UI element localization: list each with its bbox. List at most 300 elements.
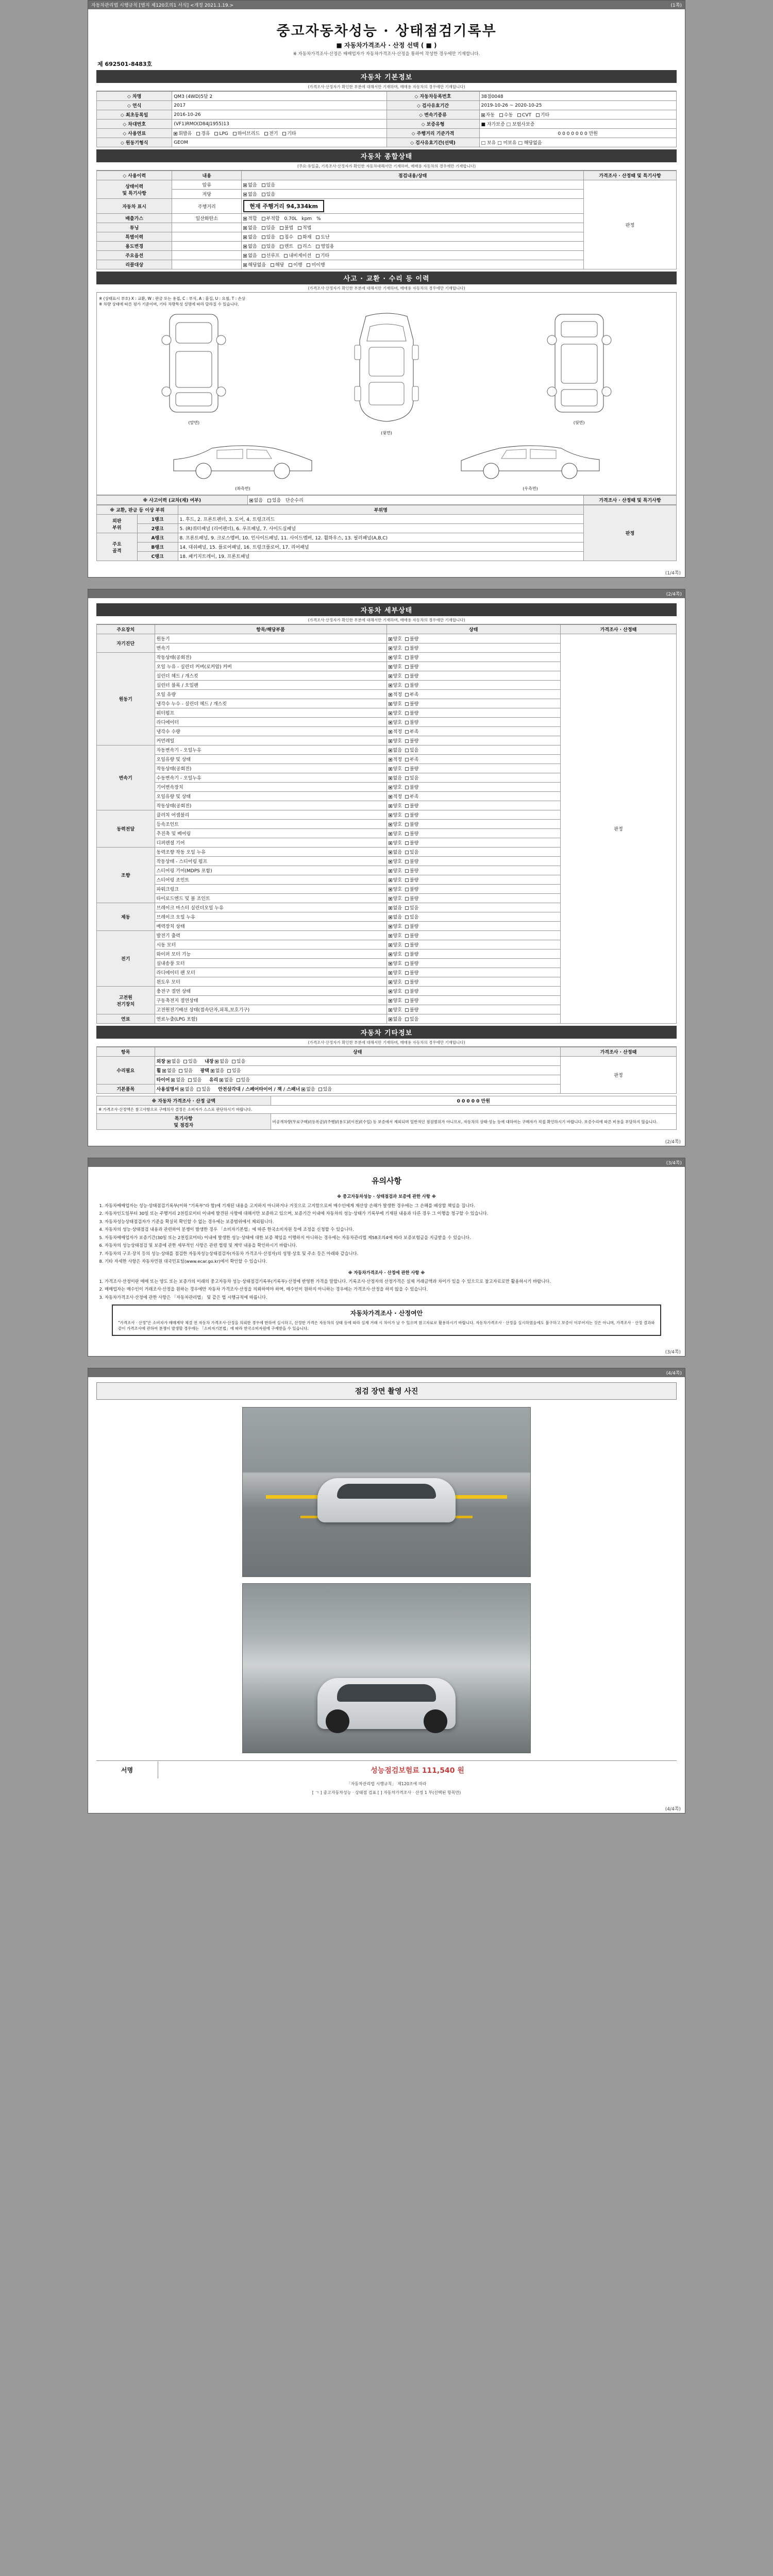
footer-line-1: 「자동차관리법 시행규칙」 제120조에 따라 <box>346 1781 427 1786</box>
rear-view-icon <box>541 309 618 417</box>
detail-item-2-4: 기어변속장치 <box>155 783 386 792</box>
detail-opt-1-0-1[interactable]: 불량 <box>405 654 418 660</box>
detail-opt-6-1-1[interactable]: 불량 <box>405 941 418 948</box>
detail-status-2-5 <box>386 792 561 801</box>
overall-0-opt-0[interactable]: 없음 <box>243 181 257 188</box>
detail-status-3-1 <box>386 820 561 829</box>
detail-opt-8-0-0[interactable]: 없음 <box>389 1015 402 1022</box>
section-accident-note: (가격조사·산정자가 확인한 부분에 대해서만 기재하며, 매매용 자동차의 경우에만 기재합니다) <box>96 284 677 293</box>
overall-5-opt-3[interactable]: 화재 <box>298 233 311 240</box>
basic-label-option-hold: ◇ 검사유효기간(선택) <box>386 138 479 147</box>
overall-1-opt-1[interactable]: 있음 <box>262 191 275 197</box>
basic-label-warranty: ◇ 보증유형 <box>386 120 479 129</box>
fuel-option-electric[interactable]: 전기 <box>264 130 278 137</box>
detail-opt-4-5-1[interactable]: 불량 <box>405 895 418 902</box>
fuel-option-hybrid[interactable]: 하이브리드 <box>233 130 260 137</box>
detail-opt-2-1-1[interactable]: 부족 <box>405 756 418 762</box>
table-row <box>97 110 677 120</box>
detail-item-3-0: 클러치 어셈블리 <box>155 810 386 820</box>
overall-6-opt-0[interactable]: 없음 <box>243 243 257 249</box>
overall-col-status: 점검내용/상태 <box>242 171 584 180</box>
table-row <box>97 120 677 129</box>
overall-remark-cell: 판정 <box>584 180 677 269</box>
basic-value-transmission <box>479 110 677 120</box>
detail-opt-2-5-1[interactable]: 부족 <box>405 793 418 800</box>
overall-1-opt-0[interactable]: 없음 <box>243 191 257 197</box>
detail-status-7-2 <box>386 1005 561 1014</box>
detail-opt-3-1-1[interactable]: 불량 <box>405 821 418 827</box>
detail-status-7-0 <box>386 987 561 996</box>
top-view-caption: (윗면) <box>381 431 392 435</box>
accident-legend-2: ※ 차량 상태에 따른 평가 기준이며, 기타 차량특성 설명에 따라 달라질 수 있습니다. <box>99 302 239 307</box>
detail-item-2-5: 오일유량 및 상태 <box>155 792 386 801</box>
table-row <box>97 92 677 101</box>
detail-opt-4-4-1[interactable]: 불량 <box>405 886 418 892</box>
car-diagram-front[interactable] <box>155 309 232 426</box>
lift-photo-1[interactable] <box>242 1407 531 1577</box>
detail-opt-2-3-0[interactable]: 없음 <box>389 774 402 781</box>
section-detail-title: 자동차 세부상태 <box>96 603 677 616</box>
basic-value-mileage-std: 0 0 0 0 0 0 0 만원 <box>479 129 677 138</box>
fuel-option-etc[interactable]: 기타 <box>282 130 296 137</box>
detail-opt-4-0-0[interactable]: 없음 <box>389 849 402 855</box>
overall-4-opt-2[interactable]: 불법 <box>280 224 293 231</box>
photo-list <box>96 1400 677 1760</box>
overall-5-opt-0[interactable]: 없음 <box>243 233 257 240</box>
detail-opt-6-5-1[interactable]: 불량 <box>405 978 418 985</box>
others-opt-a-1-0[interactable]: 없음 <box>162 1067 176 1074</box>
overall-6-opt-1[interactable]: 있음 <box>262 243 275 249</box>
crash-note: 단순수리 <box>285 498 304 503</box>
detail-opt-6-4-1[interactable]: 불량 <box>405 969 418 976</box>
fuel-option-gasoline[interactable]: 휘발유 <box>174 130 192 137</box>
detail-opt-1-4-0[interactable]: 적정 <box>389 691 402 698</box>
parts-remark: 판정 <box>584 505 677 561</box>
detail-item-1-5: 냉각수 누수 - 실린더 헤드 / 개스킷 <box>155 699 386 708</box>
overall-7-opt-3[interactable]: 기타 <box>316 252 329 259</box>
overall-row-sub-7 <box>172 251 242 260</box>
overall-row-opts-4 <box>242 223 584 232</box>
detail-item-2-6: 작동상태(공회전) <box>155 801 386 810</box>
overall-0-opt-1[interactable]: 있음 <box>262 181 275 188</box>
table-row <box>97 180 677 190</box>
detail-remark: 판정 <box>561 634 677 1024</box>
crash-option-yes[interactable]: 있음 <box>267 497 281 503</box>
overall-5-opt-1[interactable]: 있음 <box>262 233 275 240</box>
section-basic-note: (가격조사·산정자가 확인한 부분에 대해서만 기재하며, 매매용 자동차의 경우에만 기재합니다) <box>96 83 677 91</box>
overall-row-label-3: 배출가스 <box>97 214 172 223</box>
overall-row-opts-7 <box>242 251 584 260</box>
detail-item-4-0: 동력조향 작동 오일 누유 <box>155 848 386 857</box>
detail-opt-1-5-1[interactable]: 불량 <box>405 700 418 707</box>
caution-title: 유의사항 <box>372 1176 401 1185</box>
others-opt-a-3-0[interactable]: 없음 <box>180 1086 194 1092</box>
parts-title: ※ 교환, 판금 등 이상 부위 <box>97 505 178 515</box>
others-opt-b-2-0[interactable]: 없음 <box>220 1076 233 1083</box>
page-2-footer: (2/4쪽) <box>665 1140 681 1145</box>
detail-opt-2-1-0[interactable]: 적정 <box>389 756 402 762</box>
detail-opt-6-3-0[interactable]: 양호 <box>389 960 402 967</box>
detail-status-0-1 <box>386 643 561 653</box>
basic-info-table <box>96 91 677 147</box>
left-view-icon <box>165 439 320 483</box>
overall-6-opt-2[interactable]: 렌트 <box>280 243 293 249</box>
others-status-2: 타이어 없음 있음 유리 없음 있음 <box>155 1075 561 1084</box>
detail-opt-3-3-1[interactable]: 불량 <box>405 839 418 846</box>
detail-opt-2-6-0[interactable]: 양호 <box>389 802 402 809</box>
detail-item-1-6: 워터펌프 <box>155 708 386 718</box>
caution-subtitle-2: ※ 자동차가격조사 · 산정에 관한 사항 ※ <box>348 1270 425 1276</box>
overall-5-opt-4[interactable]: 도난 <box>316 233 329 240</box>
detail-item-4-4: 파워크링크 <box>155 885 386 894</box>
caution-item-2: 3. 자동차성능상태점검자가 기준을 확실히 확인할 수 없는 경우에는 보증범위에서 제외됩니다. <box>105 1218 677 1225</box>
detail-item-1-1: 오일 누유 - 실린더 커버(로커암) 커버 <box>155 662 386 671</box>
others-opt-a-1-1[interactable]: 있음 <box>179 1067 192 1074</box>
detail-group-4: 조향 <box>97 848 155 903</box>
detail-opt-2-2-1[interactable]: 불량 <box>405 765 418 772</box>
detail-opt-4-3-0[interactable]: 양호 <box>389 876 402 883</box>
overall-6-opt-4[interactable]: 영업용 <box>316 243 334 249</box>
transmission-option-auto[interactable]: 자동 <box>481 111 495 118</box>
overall-6-opt-3[interactable]: 리스 <box>298 243 311 249</box>
others-opt-a-0-0[interactable]: 없음 <box>167 1058 180 1064</box>
overall-8-opt-0[interactable]: 해당없음 <box>243 261 266 268</box>
detail-group-1: 원동기 <box>97 653 155 745</box>
detail-opt-1-6-0[interactable]: 양호 <box>389 709 402 716</box>
overall-5-opt-2[interactable]: 침수 <box>280 233 293 240</box>
detail-status-4-4 <box>386 885 561 894</box>
fuel-option-lpg[interactable]: LPG <box>214 131 228 137</box>
detail-opt-6-0-0[interactable]: 양호 <box>389 932 402 939</box>
transmission-option-manual[interactable]: 수동 <box>499 111 513 118</box>
detail-status-2-1 <box>386 755 561 764</box>
detail-item-2-3: 수동변속기 - 오일누유 <box>155 773 386 783</box>
detail-opt-0-1-0[interactable]: 양호 <box>389 645 402 651</box>
price-value: 0 0 0 0 0 만원 <box>271 1096 677 1106</box>
overall-row-label-6: 용도변경 <box>97 242 172 251</box>
crash-history-label: ※ 사고이력 (교차(재) 여부) <box>97 496 248 505</box>
detail-opt-8-0-1[interactable]: 있음 <box>405 1015 418 1022</box>
detail-opt-2-4-1[interactable]: 불량 <box>405 784 418 790</box>
detail-col-remark: 가격조사 · 산정때 <box>561 625 677 634</box>
overall-row-label-8: 리콜대상 <box>97 260 172 269</box>
basic-value-year: 2017 <box>172 101 386 110</box>
detail-opt-4-2-1[interactable]: 불량 <box>405 867 418 874</box>
detail-status-6-3 <box>386 959 561 968</box>
detail-item-2-0: 자동변속기 - 오일누유 <box>155 745 386 755</box>
detail-opt-4-4-0[interactable]: 양호 <box>389 886 402 892</box>
detail-status-4-3 <box>386 875 561 885</box>
detail-status-1-7 <box>386 718 561 727</box>
detail-opt-6-2-0[interactable]: 양호 <box>389 951 402 957</box>
basic-label-carname: ◇ 차명 <box>97 92 172 101</box>
page-4-topbar <box>88 1368 685 1377</box>
others-opt-a-2-0[interactable]: 없음 <box>171 1076 184 1083</box>
detail-status-2-3 <box>386 773 561 783</box>
others-opt-b-3-1[interactable]: 있음 <box>318 1086 332 1092</box>
section-overall-note: (주요·유일출, 기록조사·산정자가 확인한 자동차대해서만 기재하며, 매매용 자동차의 경우에만 기재합니다) <box>96 162 677 171</box>
detail-opt-2-3-1[interactable]: 있음 <box>405 774 418 781</box>
others-status-0: 외장 없음 있음 내장 없음 있음 <box>155 1057 561 1066</box>
right-view-caption: (우측면) <box>523 486 538 491</box>
detail-item-6-3: 실내송풍 모터 <box>155 959 386 968</box>
photo-section-title: 점검 장면 촬영 사진 <box>96 1382 677 1400</box>
detail-opt-4-3-1[interactable]: 불량 <box>405 876 418 883</box>
detail-opt-5-2-1[interactable]: 불량 <box>405 923 418 929</box>
detail-item-1-8: 냉각수 수량 <box>155 727 386 736</box>
price-survey-box-title: 자동차가격조사 · 산정여안 <box>350 1310 423 1317</box>
table-row <box>97 1114 677 1130</box>
others-opt-a-3-1[interactable]: 있음 <box>197 1086 210 1092</box>
overall-row-sub-2: 주행거리 <box>172 199 242 214</box>
overall-4-opt-1[interactable]: 있음 <box>262 224 275 231</box>
detail-opt-7-1-1[interactable]: 불량 <box>405 997 418 1004</box>
page-3-top-right: (3/4쪽) <box>666 1161 682 1166</box>
detail-opt-6-2-1[interactable]: 불량 <box>405 951 418 957</box>
detail-opt-1-3-0[interactable]: 양호 <box>389 682 402 688</box>
parts-level-2: A랭크 <box>137 533 178 543</box>
detail-opt-5-0-1[interactable]: 있음 <box>405 904 418 911</box>
overall-4-opt-3[interactable]: 적법 <box>298 224 311 231</box>
car-diagram-top[interactable] <box>345 309 428 436</box>
overall-7-opt-0[interactable]: 없음 <box>243 252 257 259</box>
detail-opt-2-6-1[interactable]: 불량 <box>405 802 418 809</box>
detail-opt-6-0-1[interactable]: 불량 <box>405 932 418 939</box>
detail-status-6-0 <box>386 931 561 940</box>
detail-item-2-1: 오일유량 및 상태 <box>155 755 386 764</box>
detail-status-3-0 <box>386 810 561 820</box>
detail-opt-1-4-1[interactable]: 부족 <box>405 691 418 698</box>
detail-status-8-0 <box>386 1014 561 1024</box>
detail-opt-7-0-1[interactable]: 불량 <box>405 988 418 994</box>
detail-opt-1-2-0[interactable]: 양호 <box>389 672 402 679</box>
section-others-title: 자동차 기타정보 <box>96 1026 677 1039</box>
detail-opt-1-1-0[interactable]: 양호 <box>389 663 402 670</box>
others-opt-a-0-1[interactable]: 있음 <box>183 1058 197 1064</box>
others-opt-b-0-1[interactable]: 있음 <box>232 1058 245 1064</box>
detail-item-6-1: 시동 모터 <box>155 940 386 950</box>
basic-label-transmission: ◇ 변속기종류 <box>386 110 479 120</box>
detail-opt-7-0-0[interactable]: 양호 <box>389 988 402 994</box>
detail-opt-6-1-0[interactable]: 양호 <box>389 941 402 948</box>
others-opt-b-1-0[interactable]: 없음 <box>211 1067 224 1074</box>
page-1-topbar <box>88 1 685 9</box>
detail-opt-3-3-0[interactable]: 양호 <box>389 839 402 846</box>
detail-opt-0-1-1[interactable]: 불량 <box>405 645 418 651</box>
table-row <box>97 1096 677 1106</box>
car-diagram-left[interactable] <box>165 439 320 492</box>
others-opt-b-2-1[interactable]: 있음 <box>237 1076 250 1083</box>
detail-item-1-9: 커먼레일 <box>155 736 386 745</box>
detail-item-1-4: 오일 유량 <box>155 690 386 699</box>
others-remark: 판정 <box>561 1057 677 1094</box>
detail-opt-0-0-0[interactable]: 양호 <box>389 635 402 642</box>
basic-label-firstreg: ◇ 최초등록일 <box>97 110 172 120</box>
overall-row-sub-1: 저당 <box>172 190 242 199</box>
section-basic-title: 자동차 기본정보 <box>96 70 677 83</box>
detail-col-status: 상태 <box>386 625 561 634</box>
detail-opt-5-2-0[interactable]: 양호 <box>389 923 402 929</box>
others-col-status: 상태 <box>155 1047 561 1057</box>
detail-group-0: 자기진단 <box>97 634 155 653</box>
detail-opt-3-0-1[interactable]: 불량 <box>405 811 418 818</box>
car-diagram-right[interactable] <box>453 439 608 492</box>
detail-opt-1-9-0[interactable]: 양호 <box>389 737 402 744</box>
detail-opt-1-7-1[interactable]: 불량 <box>405 719 418 725</box>
others-opt-b-0-0[interactable]: 없음 <box>215 1058 228 1064</box>
detail-opt-6-4-0[interactable]: 양호 <box>389 969 402 976</box>
accident-summary-table <box>96 495 677 505</box>
detail-opt-3-2-0[interactable]: 양호 <box>389 830 402 837</box>
parts-level-4: C랭크 <box>137 552 178 561</box>
others-status-3: 사용설명서 없음 있음 안전삼각대 / 스페어타이어 / 잭 / 스패너 없음 있음 <box>155 1084 561 1094</box>
detail-opt-3-0-0[interactable]: 양호 <box>389 811 402 818</box>
detail-opt-4-5-0[interactable]: 양호 <box>389 895 402 902</box>
parts-text-3: 14. 대쉬패널, 15. 플로어패널, 16. 트렁크플로어, 17. 리어패널 <box>178 543 584 552</box>
page-4-top-right: (4/4쪽) <box>666 1370 682 1376</box>
detail-group-7: 고전원 전기장치 <box>97 987 155 1014</box>
fuel-option-diesel[interactable]: 경유 <box>196 130 210 137</box>
vehicle-underbody <box>317 1478 456 1522</box>
detail-status-4-5 <box>386 894 561 903</box>
detail-opt-1-6-1[interactable]: 불량 <box>405 709 418 716</box>
overall-row-sub-5 <box>172 232 242 242</box>
others-table <box>96 1047 677 1094</box>
detail-opt-4-2-0[interactable]: 양호 <box>389 867 402 874</box>
detail-opt-2-0-1[interactable]: 있음 <box>405 747 418 753</box>
basic-label-inspection: ◇ 검사유효기간 <box>386 101 479 110</box>
detail-item-5-0: 브레이크 마스터 실린더오일 누유 <box>155 903 386 912</box>
detail-opt-1-2-1[interactable]: 불량 <box>405 672 418 679</box>
detail-opt-2-2-0[interactable]: 양호 <box>389 765 402 772</box>
mileage-box: 현재 주행거리 94,334km <box>243 200 324 212</box>
car-diagram-rear[interactable] <box>541 309 618 426</box>
detail-opt-1-8-1[interactable]: 부족 <box>405 728 418 735</box>
detail-opt-4-0-1[interactable]: 있음 <box>405 849 418 855</box>
accident-legend-1: ※ (상태표시 부호) X : 교환, W : 판금 또는 용접, C : 부식, A : 흠집, U : 요철, T : 손상 <box>99 296 246 301</box>
vehicle-rear-window <box>337 1684 436 1701</box>
detail-opt-7-2-1[interactable]: 불량 <box>405 1006 418 1013</box>
detail-opt-6-3-1[interactable]: 불량 <box>405 960 418 967</box>
overall-8-opt-3[interactable]: 미이행 <box>307 261 325 268</box>
detail-item-6-0: 발전기 출력 <box>155 931 386 940</box>
detail-status-1-8 <box>386 727 561 736</box>
basic-value-plate: 38점0048 <box>479 92 677 101</box>
overall-7-opt-2[interactable]: 내비게이션 <box>284 252 311 259</box>
insurance-fee <box>158 1761 677 1780</box>
detail-item-6-2: 와이퍼 모터 기능 <box>155 950 386 959</box>
basic-value-firstreg: 2016-10-26 <box>172 110 386 120</box>
detail-opt-1-0-0[interactable]: 양호 <box>389 654 402 660</box>
detail-opt-1-9-1[interactable]: 불량 <box>405 737 418 744</box>
accident-parts-table <box>96 505 677 561</box>
page-number-top: (1쪽) <box>670 3 682 8</box>
detail-opt-3-1-0[interactable]: 양호 <box>389 821 402 827</box>
top-view-icon <box>345 309 428 428</box>
table-row <box>97 1106 677 1114</box>
parts-text-4: 18. 패키지트레이, 19. 프론트패널 <box>178 552 584 561</box>
detail-opt-5-1-0[interactable]: 없음 <box>389 913 402 920</box>
caution-item-6: 7. 자동차의 구조·장치 등의 성능·상태를 점검한 자동차성능상태점검자(자동차 가격조사·산정자)의 성명·상호 및 주소 등은 아래와 같습니다. <box>105 1250 677 1257</box>
table-row <box>97 634 677 643</box>
transmission-option-cvt[interactable]: CVT <box>517 113 531 118</box>
detail-opt-6-5-0[interactable]: 양호 <box>389 978 402 985</box>
wheel-left-icon <box>326 1709 349 1733</box>
detail-status-4-2 <box>386 866 561 875</box>
overall-row-label-7: 주요옵션 <box>97 251 172 260</box>
overall-3-opt-0[interactable]: 적합 <box>243 215 257 222</box>
overall-table <box>96 171 677 269</box>
page-2-top-right: (2/4쪽) <box>666 592 682 597</box>
transmission-option-etc[interactable]: 기타 <box>536 111 549 118</box>
detail-opt-2-5-0[interactable]: 적정 <box>389 793 402 800</box>
basic-value-fuel <box>172 129 386 138</box>
table-row <box>97 505 677 515</box>
detail-opt-4-1-0[interactable]: 양호 <box>389 858 402 865</box>
overall-8-opt-2[interactable]: 이행 <box>289 261 302 268</box>
table-row <box>97 496 677 505</box>
overall-8-opt-1[interactable]: 해당 <box>271 261 284 268</box>
page-3-topbar <box>88 1158 685 1167</box>
others-col-remark: 가격조사 · 산정때 <box>561 1047 677 1057</box>
crash-history-options <box>247 496 584 505</box>
detail-opt-2-4-0[interactable]: 양호 <box>389 784 402 790</box>
detail-opt-2-0-0[interactable]: 없음 <box>389 747 402 753</box>
basic-label-year: ◇ 연식 <box>97 101 172 110</box>
lift-photo-2[interactable] <box>242 1583 531 1753</box>
detail-status-6-5 <box>386 977 561 987</box>
detail-status-3-3 <box>386 838 561 848</box>
detail-status-6-1 <box>386 940 561 950</box>
price-note-0: ※ 가격조사·산정액은 참고사항으로 구매의사 결정은 소비자가 스스로 판단하시기 바랍니다. <box>97 1106 677 1114</box>
detail-opt-1-7-0[interactable]: 양호 <box>389 719 402 725</box>
detail-opt-0-0-1[interactable]: 불량 <box>405 635 418 642</box>
detail-opt-1-1-1[interactable]: 불량 <box>405 663 418 670</box>
overall-7-opt-1[interactable]: 선루프 <box>262 252 280 259</box>
detail-group-8: 연료 <box>97 1014 155 1024</box>
caution-list <box>105 1202 677 1265</box>
detail-opt-4-1-1[interactable]: 불량 <box>405 858 418 865</box>
others-opt-a-2-1[interactable]: 있음 <box>188 1076 201 1083</box>
others-opt-b-3-0[interactable]: 없음 <box>301 1086 315 1092</box>
detail-opt-7-1-0[interactable]: 양호 <box>389 997 402 1004</box>
form-reference: 자동차관리법 시행규칙 [별지 제120호의1 서식] <개정 2021.1.19.> <box>91 3 234 8</box>
detail-opt-3-2-1[interactable]: 불량 <box>405 830 418 837</box>
basic-label-mileage-std: ◇ 주행거리 기준가격 <box>386 129 479 138</box>
detail-item-1-3: 실린더 블록 / 오일팬 <box>155 681 386 690</box>
overall-4-opt-0[interactable]: 없음 <box>243 224 257 231</box>
crash-remark-header: 가격조사 · 산정때 및 특기사항 <box>584 496 677 505</box>
parts-level-3: B랭크 <box>137 543 178 552</box>
others-group-basic: 기본품목 <box>97 1084 155 1094</box>
crash-option-none[interactable]: 없음 <box>249 497 263 503</box>
detail-opt-1-8-0[interactable]: 적정 <box>389 728 402 735</box>
accident-diagram <box>96 293 677 495</box>
parts-level-1: 2랭크 <box>137 524 178 533</box>
overall-3-opt-1[interactable]: 부적합 <box>262 215 280 222</box>
overall-row-opts-6 <box>242 242 584 251</box>
detail-opt-5-1-1[interactable]: 있음 <box>405 913 418 920</box>
detail-opt-5-0-0[interactable]: 없음 <box>389 904 402 911</box>
basic-value-inspection: 2019-10-26 ~ 2020-10-25 <box>479 101 677 110</box>
page-4-footer: (4/4쪽) <box>665 1806 681 1812</box>
detail-opt-1-5-0[interactable]: 양호 <box>389 700 402 707</box>
detail-opt-7-2-0[interactable]: 양호 <box>389 1006 402 1013</box>
detail-opt-1-3-1[interactable]: 불량 <box>405 682 418 688</box>
others-opt-b-1-1[interactable]: 있음 <box>227 1067 241 1074</box>
caution-list-2 <box>105 1278 677 1300</box>
detail-status-5-1 <box>386 912 561 922</box>
